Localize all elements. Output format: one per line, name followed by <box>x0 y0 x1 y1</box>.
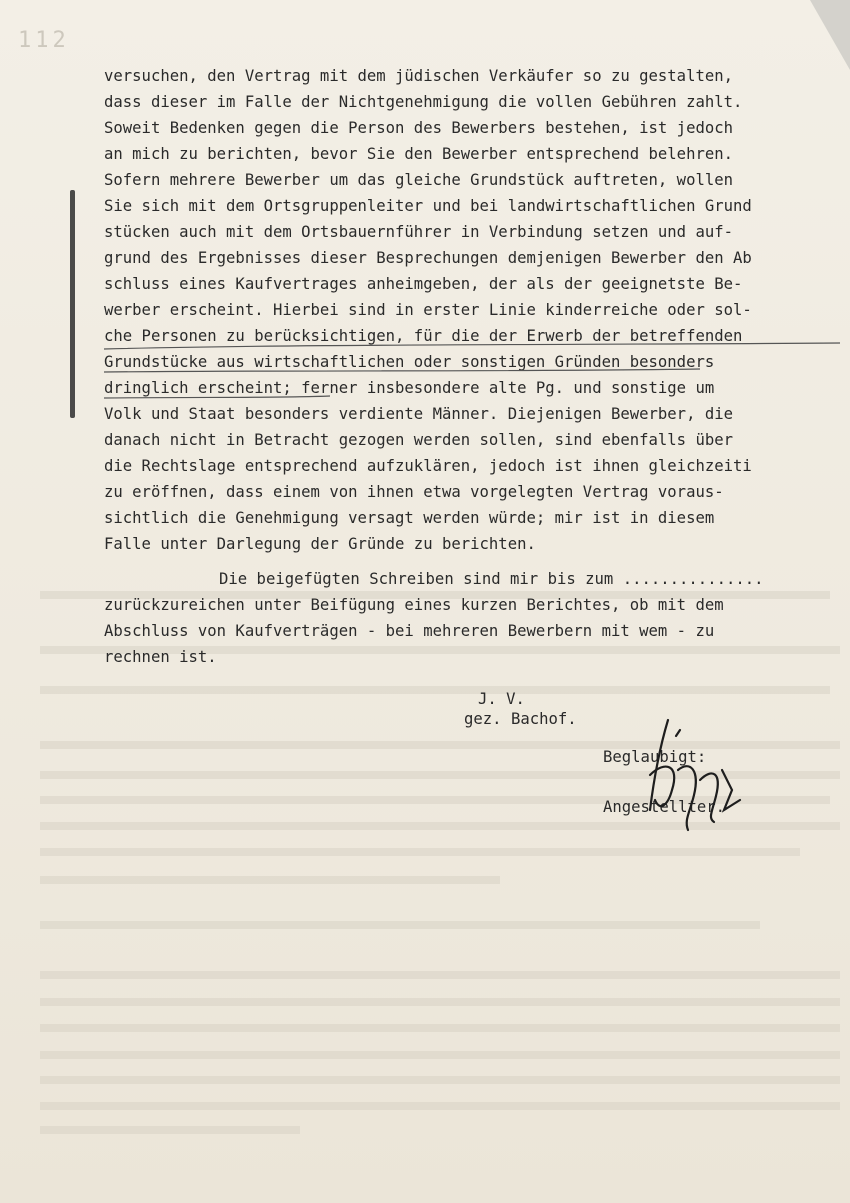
text-line: Abschluss von Kaufverträgen - bei mehreren Bewerbern mit wem - zu <box>104 622 715 640</box>
text-line: Sie sich mit dem Ortsgruppenleiter und bei landwirtschaftlichen Grund <box>104 197 752 215</box>
main-paragraph <box>104 63 844 557</box>
text-line: zu eröffnen, dass einem von ihnen etwa vorgelegten Vertrag voraus- <box>104 483 724 501</box>
signer-name: gez. Bachof. <box>464 710 577 728</box>
text-line: grund des Ergebnisses dieser Besprechungen demjenigen Bewerber den Ab <box>104 249 752 267</box>
text-line: dringlich erscheint; ferner insbesondere alte Pg. und sonstige um <box>104 379 715 397</box>
text-line: an mich zu berichten, bevor Sie den Bewerber entsprechend belehren. <box>104 145 734 163</box>
text-line: stücken auch mit dem Ortsbauernführer in Verbindung setzen und auf- <box>104 223 734 241</box>
text-line: Die beigefügten Schreiben sind mir bis zum ............... <box>219 570 764 588</box>
text-line: werber erscheint. Hierbei sind in erster Linie kinderreiche oder sol- <box>104 301 752 319</box>
folded-corner <box>810 0 850 70</box>
text-line: Soweit Bedenken gegen die Person des Bewerbers bestehen, ist jedoch <box>104 119 734 137</box>
return-paragraph <box>104 566 844 670</box>
text-line: che Personen zu berücksichtigen, für die der Erwerb der betreffenden <box>104 327 743 345</box>
margin-marking <box>70 190 75 418</box>
text-line: Grundstücke aus wirtschaftlichen oder sonstigen Gründen besonders <box>104 353 715 371</box>
jv-label: J. V. <box>478 690 525 708</box>
text-line: rechnen ist. <box>104 648 217 666</box>
certified-label: Beglaubigt: <box>603 748 707 766</box>
text-line: dass dieser im Falle der Nichtgenehmigung die vollen Gebühren zahlt. <box>104 93 743 111</box>
text-line: die Rechtslage entsprechend aufzuklären, jedoch ist ihnen gleichzeiti <box>104 457 752 475</box>
text-line: schluss eines Kaufvertrages anheimgeben, der als der geeignetste Be- <box>104 275 743 293</box>
text-line: Sofern mehrere Bewerber um das gleiche Grundstück auftreten, wollen <box>104 171 734 189</box>
text-line: zurückzureichen unter Beifügung eines kurzen Berichtes, ob mit dem <box>104 596 724 614</box>
role-label: Angestellter. <box>603 798 726 816</box>
page-number: 112 <box>18 28 70 53</box>
text-line: versuchen, den Vertrag mit dem jüdischen Verkäufer so zu gestalten, <box>104 67 734 85</box>
text-line: Volk und Staat besonders verdiente Männer. Diejenigen Bewerber, die <box>104 405 734 423</box>
text-line: Falle unter Darlegung der Gründe zu berichten. <box>104 535 536 553</box>
text-line: danach nicht in Betracht gezogen werden sollen, sind ebenfalls über <box>104 431 734 449</box>
text-line: sichtlich die Genehmigung versagt werden würde; mir ist in diesem <box>104 509 715 527</box>
